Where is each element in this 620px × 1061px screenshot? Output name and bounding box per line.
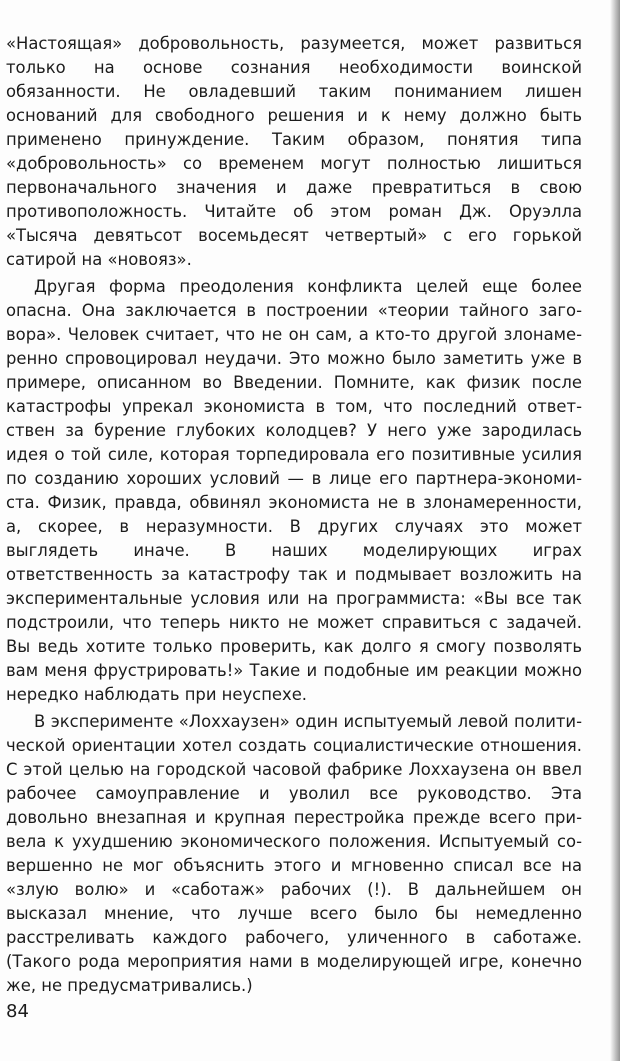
paragraph-3: В эксперименте «Лоххаузен» один испытуемый левой политической ориентации хотел создать социалистические отношения. С этой целью на городской часовой фабрике Лоххаузена он ввел рабочее самоуправление и уволил все руководство. Эта довольно внезапная и крупная перестройка прежде всего привела к ухудшению экономического положения. Испытуемый совершенно не мог объяснить этого и мгновенно списал все на «злую волю» и «саботаж» рабочих (!). В дальнейшем он высказал мнение, что лучше всего было бы немедленно расстреливать каждого рабочего, уличенного в саботаже. (Такого рода мероприятия нами в моделирующей игре, конечно же, не предусматривались.) xyxy=(6,712,582,995)
page-edge-shadow xyxy=(610,0,620,1061)
page-number: 84 xyxy=(6,1001,29,1022)
paragraph-1: «Настоящая» добровольность, разумеется, может развиться только на основе сознания необходимости воинской обязанности. Не овладевший таким пониманием лишен оснований для свободного решения и к нему должно быть применено принуждение. Таким образом, понятия типа «добровольность» со временем могут полностью лишиться первоначального значения и даже превратиться в свою противоположность. Читайте об этом роман Дж. Оруэлла «Тысяча девятьсот восемьдесят четвертый» с его горькой сатирой на «новояз». xyxy=(6,34,582,269)
body-text xyxy=(6,32,582,1001)
paragraph-2: Другая форма преодоления конфликта целей еще более опасна. Она заключается в построении «теории тайного заговора». Человек считает, что не он сам, а кто-то другой злонамеренно спровоцировал неудачи. Это можно было заметить уже в примере, описанном во Введении. Помните, как физик после катастрофы упрекал экономиста в том, что последний ответствен за бурение глубоких колодцев? У него уже зародилась идея о той силе, которая торпедировала его позитивные усилия по созданию хороших условий — в лице его партнера-экономиста. Физик, правда, обвинял экономиста не в злонамеренности, а, скорее, в неразумности. В других случаях это может выглядеть иначе. В наших моделирующих играх ответственность за катастрофу так и подмывает возложить на экспериментальные условия или на программиста: «Вы все так подстроили, что теперь никто не может справиться с задачей. Вы ведь хотите только проверить, как долго я смогу позволять вам меня фрустрировать!» Такие и подобные им реакции можно нередко наблюдать при неуспехе. xyxy=(6,277,582,704)
